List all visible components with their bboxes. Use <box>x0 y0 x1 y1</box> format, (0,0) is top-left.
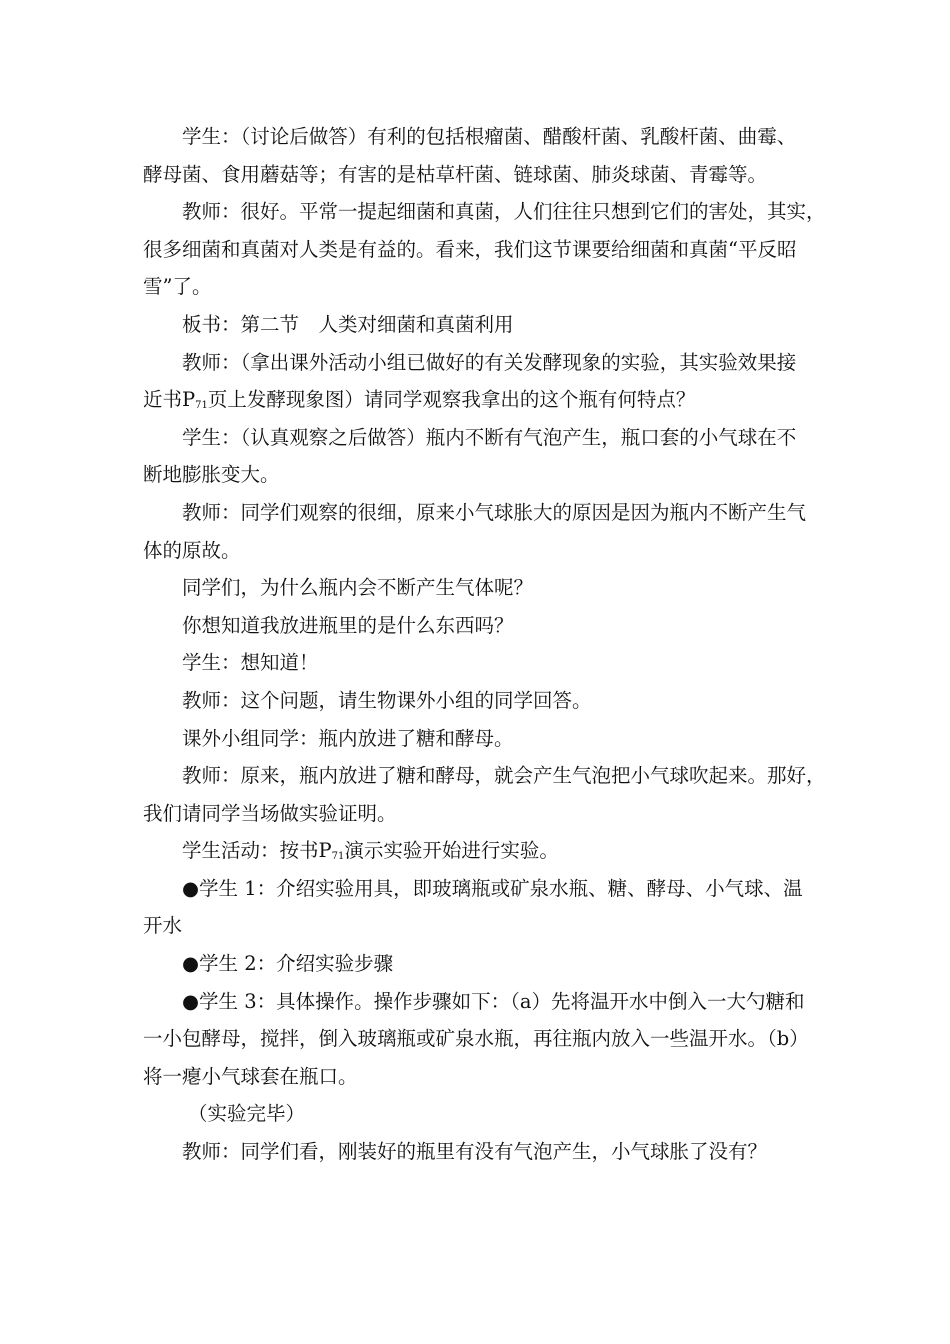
text-line: 一小包酵母，搅拌，倒入玻璃瓶或矿泉水瓶，再往瓶内放入一些温开水。（b） <box>143 1027 809 1051</box>
text-line <box>143 832 813 870</box>
text-line: 教师：（拿出课外活动小组已做好的有关发酵现象的实验，其实验效果接 <box>182 350 797 374</box>
text-line: 你想知道我放进瓶里的是什么东西吗？ <box>182 613 514 637</box>
text-line: 教师：原来，瓶内放进了糖和酵母，就会产生气泡把小气球吹起来。那好， <box>182 764 826 788</box>
text-line: 体的原故。 <box>143 538 241 562</box>
text-line: ●学生 3：具体操作。操作步骤如下：（a）先将温开水中倒入一大勺糖和 <box>182 989 805 1013</box>
page-subscript: 71 <box>331 851 345 863</box>
text-fragment: 演示实验开始进行实验。 <box>344 839 559 863</box>
text-line: 板书：第二节 人类对细菌和真菌利用 <box>182 312 514 336</box>
text-line <box>143 381 813 419</box>
text-line: 学生：想知道！ <box>182 651 319 675</box>
text-line: 课外小组同学：瓶内放进了糖和酵母。 <box>182 726 514 750</box>
text-line: 很多细菌和真菌对人类是有益的。看来，我们这节课要给细菌和真菌“平反昭 <box>143 237 797 261</box>
text-line: 我们请同学当场做实验证明。 <box>143 801 397 825</box>
text-line: 开水 <box>143 914 183 938</box>
text-line: （实验完毕） <box>188 1102 306 1126</box>
text-line: 学生：（认真观察之后做答）瓶内不断有气泡产生，瓶口套的小气球在不 <box>182 425 797 449</box>
document-body <box>143 118 826 1171</box>
text-fragment: 页上发酵现象图）请同学观察我拿出的这个瓶有何特点？ <box>207 388 696 412</box>
text-line: 教师：很好。平常一提起细菌和真菌，人们往往只想到它们的害处，其实， <box>182 200 826 224</box>
text-line: ●学生 2：介绍实验步骤 <box>182 952 394 976</box>
text-line: 雪”了。 <box>143 275 212 299</box>
text-fragment: 近书P <box>143 388 196 412</box>
text-line: 酵母菌、食用蘑菇等；有害的是枯草杆菌、链球菌、肺炎球菌、青霉等。 <box>143 162 768 186</box>
text-line: 教师：这个问题，请生物课外小组的同学回答。 <box>182 688 592 712</box>
text-line: 学生：（讨论后做答）有利的包括根瘤菌、醋酸杆菌、乳酸杆菌、曲霉、 <box>182 125 797 148</box>
text-fragment: 学生活动：按书P <box>182 839 332 863</box>
text-line: 教师：同学们看，刚装好的瓶里有没有气泡产生，小气球胀了没有？ <box>182 1140 768 1164</box>
text-line: 同学们，为什么瓶内会不断产生气体呢？ <box>182 576 534 600</box>
text-line: 将一瘪小气球套在瓶口。 <box>143 1064 358 1088</box>
text-line: 教师：同学们观察的很细，原来小气球胀大的原因是因为瓶内不断产生气 <box>182 500 807 524</box>
text-line: ●学生 1：介绍实验用具，即玻璃瓶或矿泉水瓶、糖、酵母、小气球、温 <box>182 876 803 900</box>
text-line: 断地膨胀变大。 <box>143 463 280 487</box>
page-subscript: 71 <box>195 400 208 412</box>
